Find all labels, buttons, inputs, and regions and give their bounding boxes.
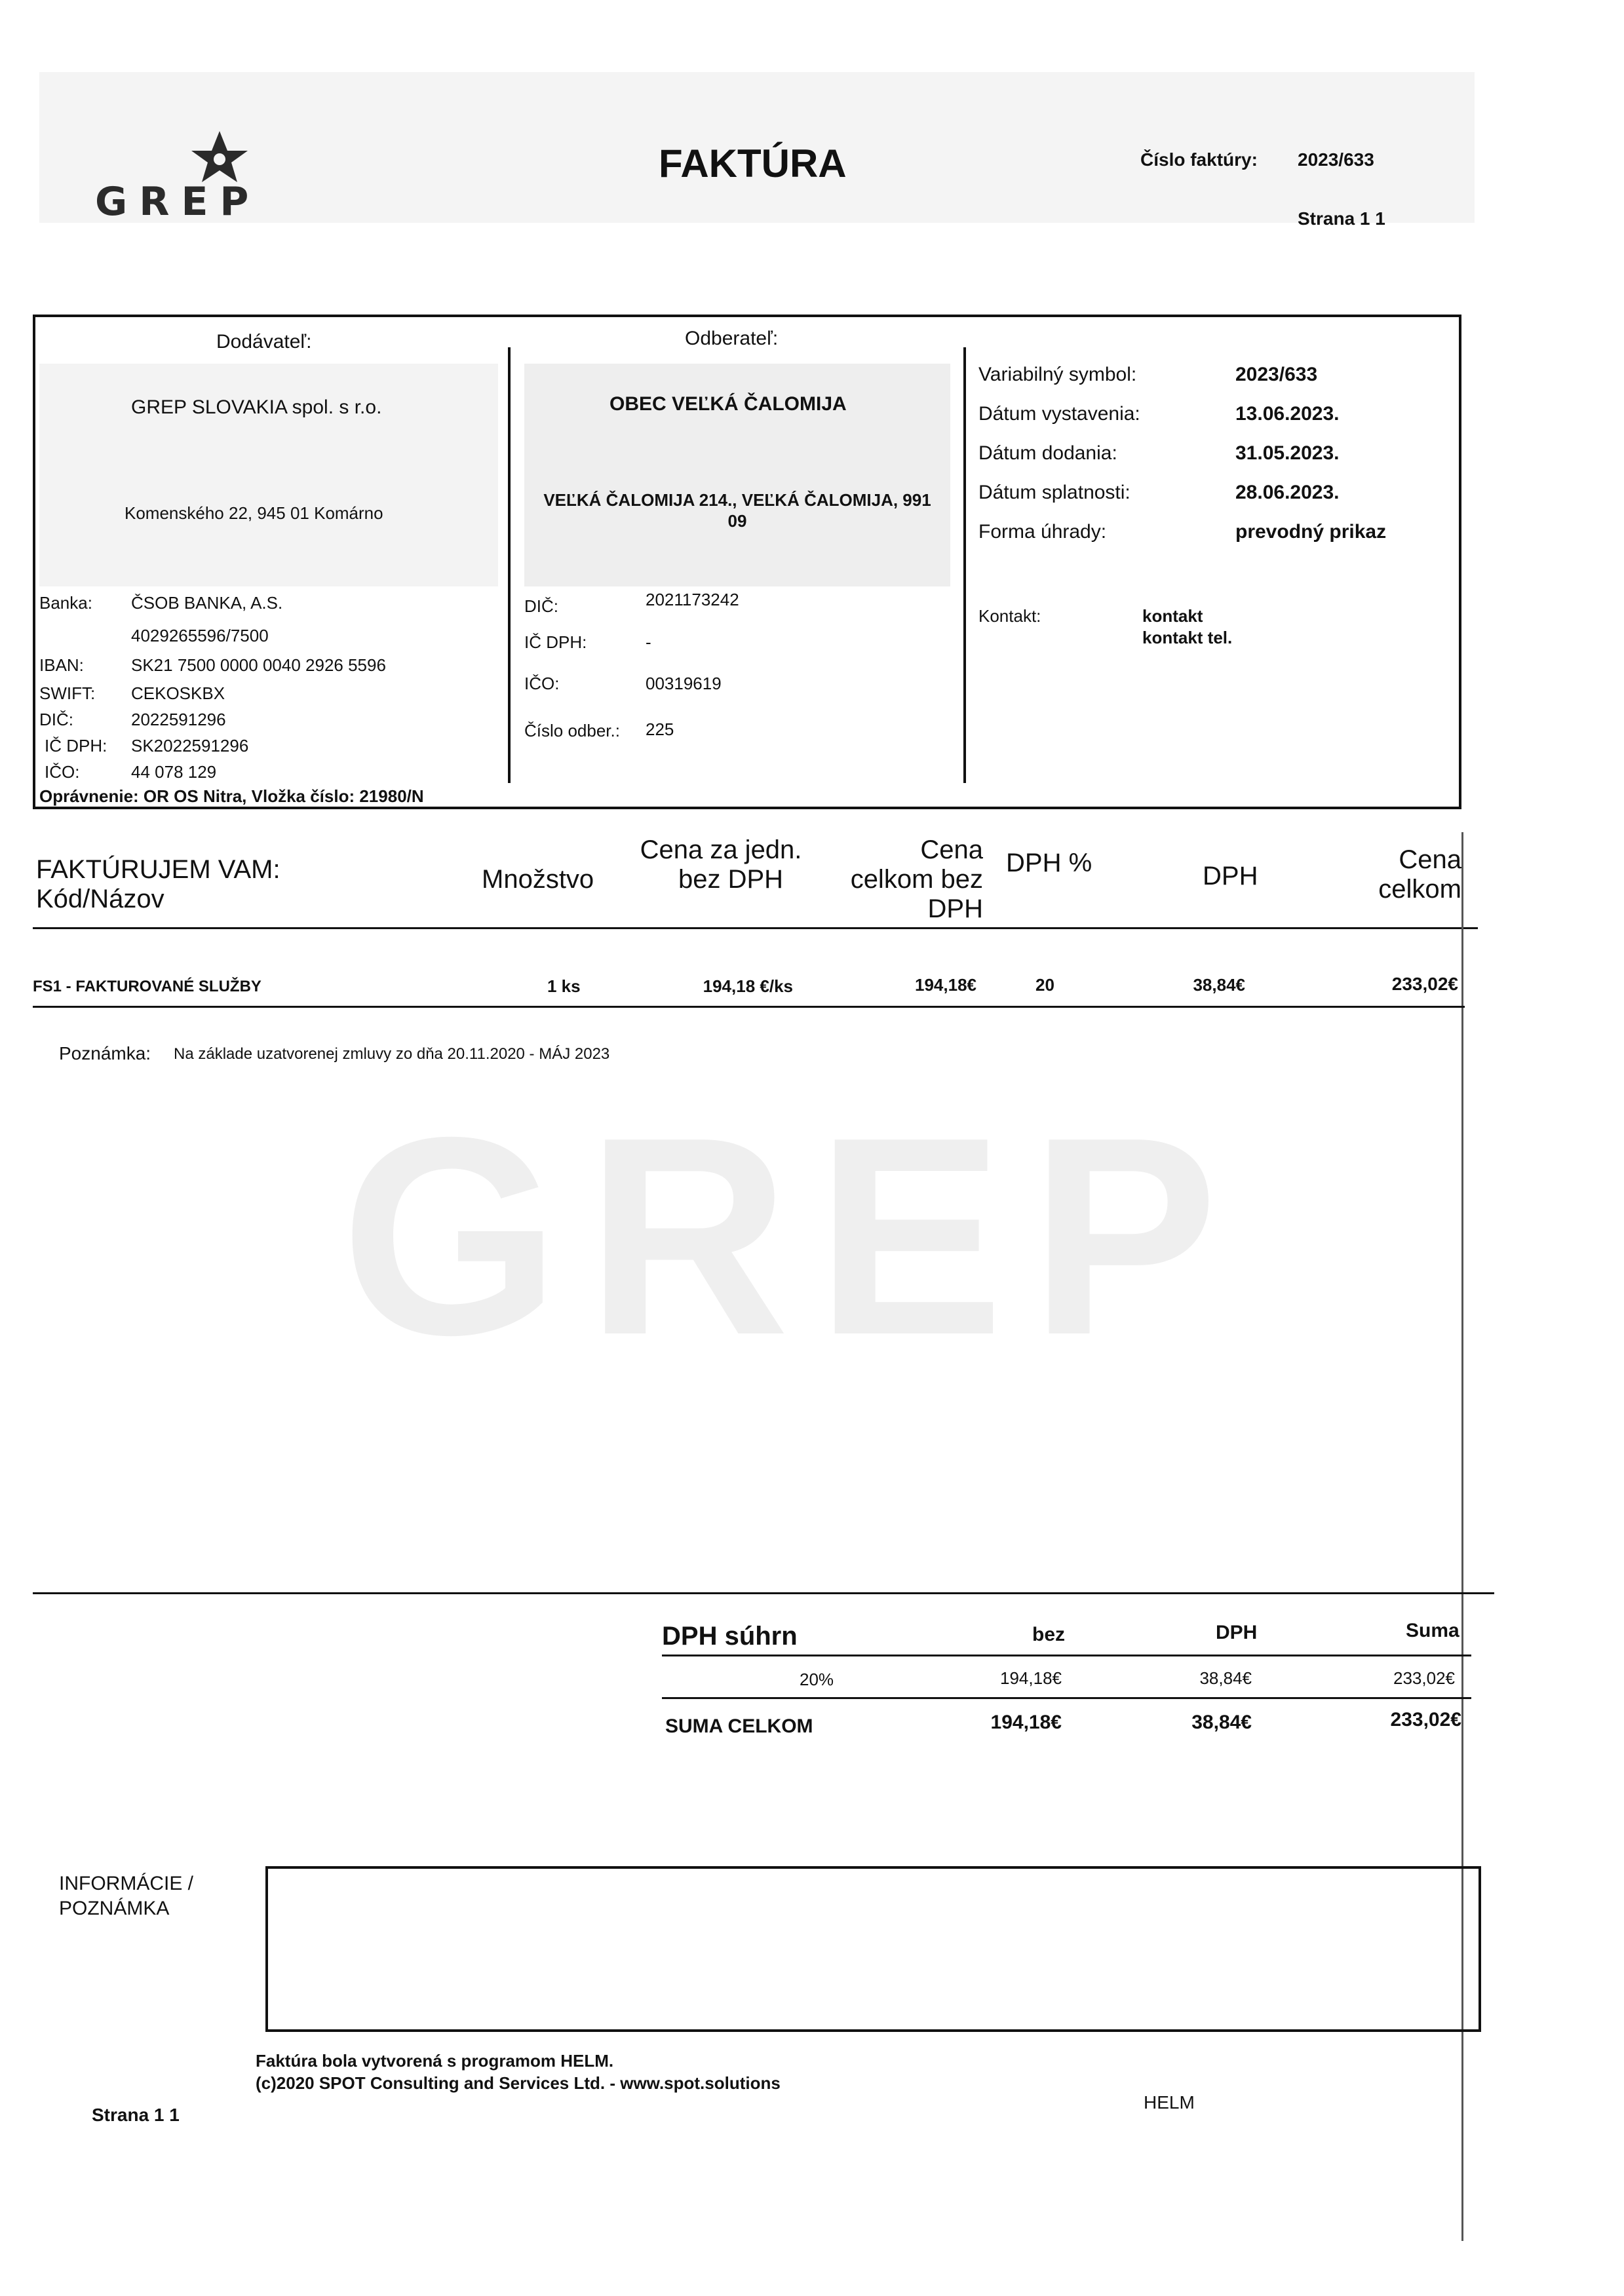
iban-label: IBAN: [39,655,84,675]
col-vat-header: DPH [1203,862,1258,890]
contact-label: Kontakt: [978,606,1041,626]
col-unit-price-header-1: Cena za jedn. [640,835,802,864]
variable-symbol-label: Variabilný symbol: [978,364,1137,385]
swift-value: CEKOSKBX [131,683,225,703]
customer-number-label: Číslo odber.: [524,721,620,740]
customer-dic: 2021173242 [646,590,739,609]
note-label: Poznámka: [59,1043,151,1063]
issue-date-label: Dátum vystavenia: [978,403,1140,425]
vat-amount: 38,84€ [1199,1668,1252,1688]
customer-name: OBEC VEĽKÁ ČALOMIJA [609,393,847,415]
supplier-registration: Oprávnenie: OR OS Nitra, Vložka číslo: 21980/N [39,786,424,806]
due-date-label: Dátum splatnosti: [978,482,1131,503]
items-heading-code: Kód/Názov [36,885,164,913]
contact-name: kontakt [1142,606,1203,626]
bank-label: Banka: [39,593,92,613]
grand-total-base: 194,18€ [990,1712,1062,1733]
customer-ico-label: IČO: [524,674,560,693]
item-vat: 38,84€ [1193,975,1245,995]
swift-label: SWIFT: [39,683,96,703]
supplier-icdph-label: IČ DPH: [45,736,107,756]
supplier-dic: 2022591296 [131,710,226,729]
info-box [265,1866,1481,2032]
invoice-title: FAKTÚRA [659,142,847,185]
col-total-header-1: Cena [920,835,983,864]
customer-dic-label: DIČ: [524,596,558,616]
vat-summary-base-header: bez [1032,1624,1066,1645]
item-quantity: 1 ks [547,976,581,996]
grand-total-label: SUMA CELKOM [665,1715,813,1737]
col-quantity-header: Množstvo [482,865,594,894]
vat-base: 194,18€ [1000,1668,1062,1688]
customer-address-2: 09 [727,511,747,531]
supplier-icdph: SK2022591296 [131,736,249,756]
item-vat-pct: 20 [1035,975,1054,995]
bank-name: ČSOB BANKA, A.S. [131,593,283,613]
supplier-dic-label: DIČ: [39,710,73,729]
customer-icdph: - [646,632,651,652]
grand-total-sum: 233,02€ [1390,1709,1461,1731]
delivery-date-label: Dátum dodania: [978,442,1117,464]
issue-date: 13.06.2023. [1235,403,1340,425]
bank-account: 4029265596/7500 [131,626,269,645]
customer-label: Odberateľ: [685,328,779,349]
supplier-address: Komenského 22, 945 01 Komárno [125,503,383,523]
delivery-date: 31.05.2023. [1235,442,1340,464]
customer-number: 225 [646,719,674,739]
footer-created-2: (c)2020 SPOT Consulting and Services Ltd. - www.spot.solutions [256,2073,781,2093]
payment-method: prevodný prikaz [1235,521,1387,543]
iban-value: SK21 7500 0000 0040 2926 5596 [131,655,386,675]
contact-phone: kontakt tel. [1142,628,1233,647]
payment-method-label: Forma úhrady: [978,521,1107,543]
col-gross-header-1: Cena [1399,845,1461,874]
items-heading: FAKTÚRUJEM VAM: [36,855,280,884]
invoice-number-label: Číslo faktúry: [1140,149,1258,170]
item-unit-price: 194,18 €/ks [703,976,793,996]
supplier-label: Dodávateľ: [216,331,312,353]
customer-icdph-label: IČ DPH: [524,632,587,652]
customer-ico: 00319619 [646,674,722,693]
footer-helm: HELM [1144,2092,1195,2113]
vat-sum: 233,02€ [1393,1668,1455,1688]
invoice-number: 2023/633 [1298,149,1374,170]
header-page-number: Strana 1 1 [1298,208,1385,229]
vat-summary-sum-header: Suma [1406,1620,1460,1641]
grand-total-vat: 38,84€ [1191,1712,1252,1733]
note-text: Na základe uzatvorenej zmluvy zo dňa 20.11.2020 - MÁJ 2023 [174,1045,610,1063]
due-date: 28.06.2023. [1235,482,1340,503]
supplier-ico: 44 078 129 [131,762,217,782]
item-gross: 233,02€ [1391,974,1458,994]
supplier-name: GREP SLOVAKIA spol. s r.o. [131,396,382,418]
vat-summary-title: DPH súhrn [662,1622,798,1651]
logo-wordmark: GREP [95,179,261,225]
col-total-header-3: DPH [927,894,983,923]
info-label-2: POZNÁMKA [59,1898,170,1919]
col-gross-header-2: celkom [1378,875,1461,904]
footer-created-1: Faktúra bola vytvorená s programom HELM. [256,2051,614,2071]
info-label-1: INFORMÁCIE / [59,1873,194,1894]
customer-address-1: VEĽKÁ ČALOMIJA 214., VEĽKÁ ČALOMIJA, 991 [543,490,931,510]
vat-rate: 20% [800,1670,834,1689]
vat-summary-vat-header: DPH [1216,1622,1258,1643]
watermark-logo: GREP [341,1079,1245,1394]
col-total-header-2: celkom bez [850,865,983,894]
item-total: 194,18€ [915,975,976,995]
footer-page-number: Strana 1 1 [92,2105,180,2125]
item-name: FS1 - FAKTUROVANÉ SLUŽBY [33,978,261,995]
supplier-ico-label: IČO: [45,762,80,782]
company-logo [92,128,347,225]
col-vat-pct-header: DPH % [1006,849,1092,877]
col-unit-price-header-2: bez DPH [678,865,784,894]
variable-symbol: 2023/633 [1235,364,1318,385]
